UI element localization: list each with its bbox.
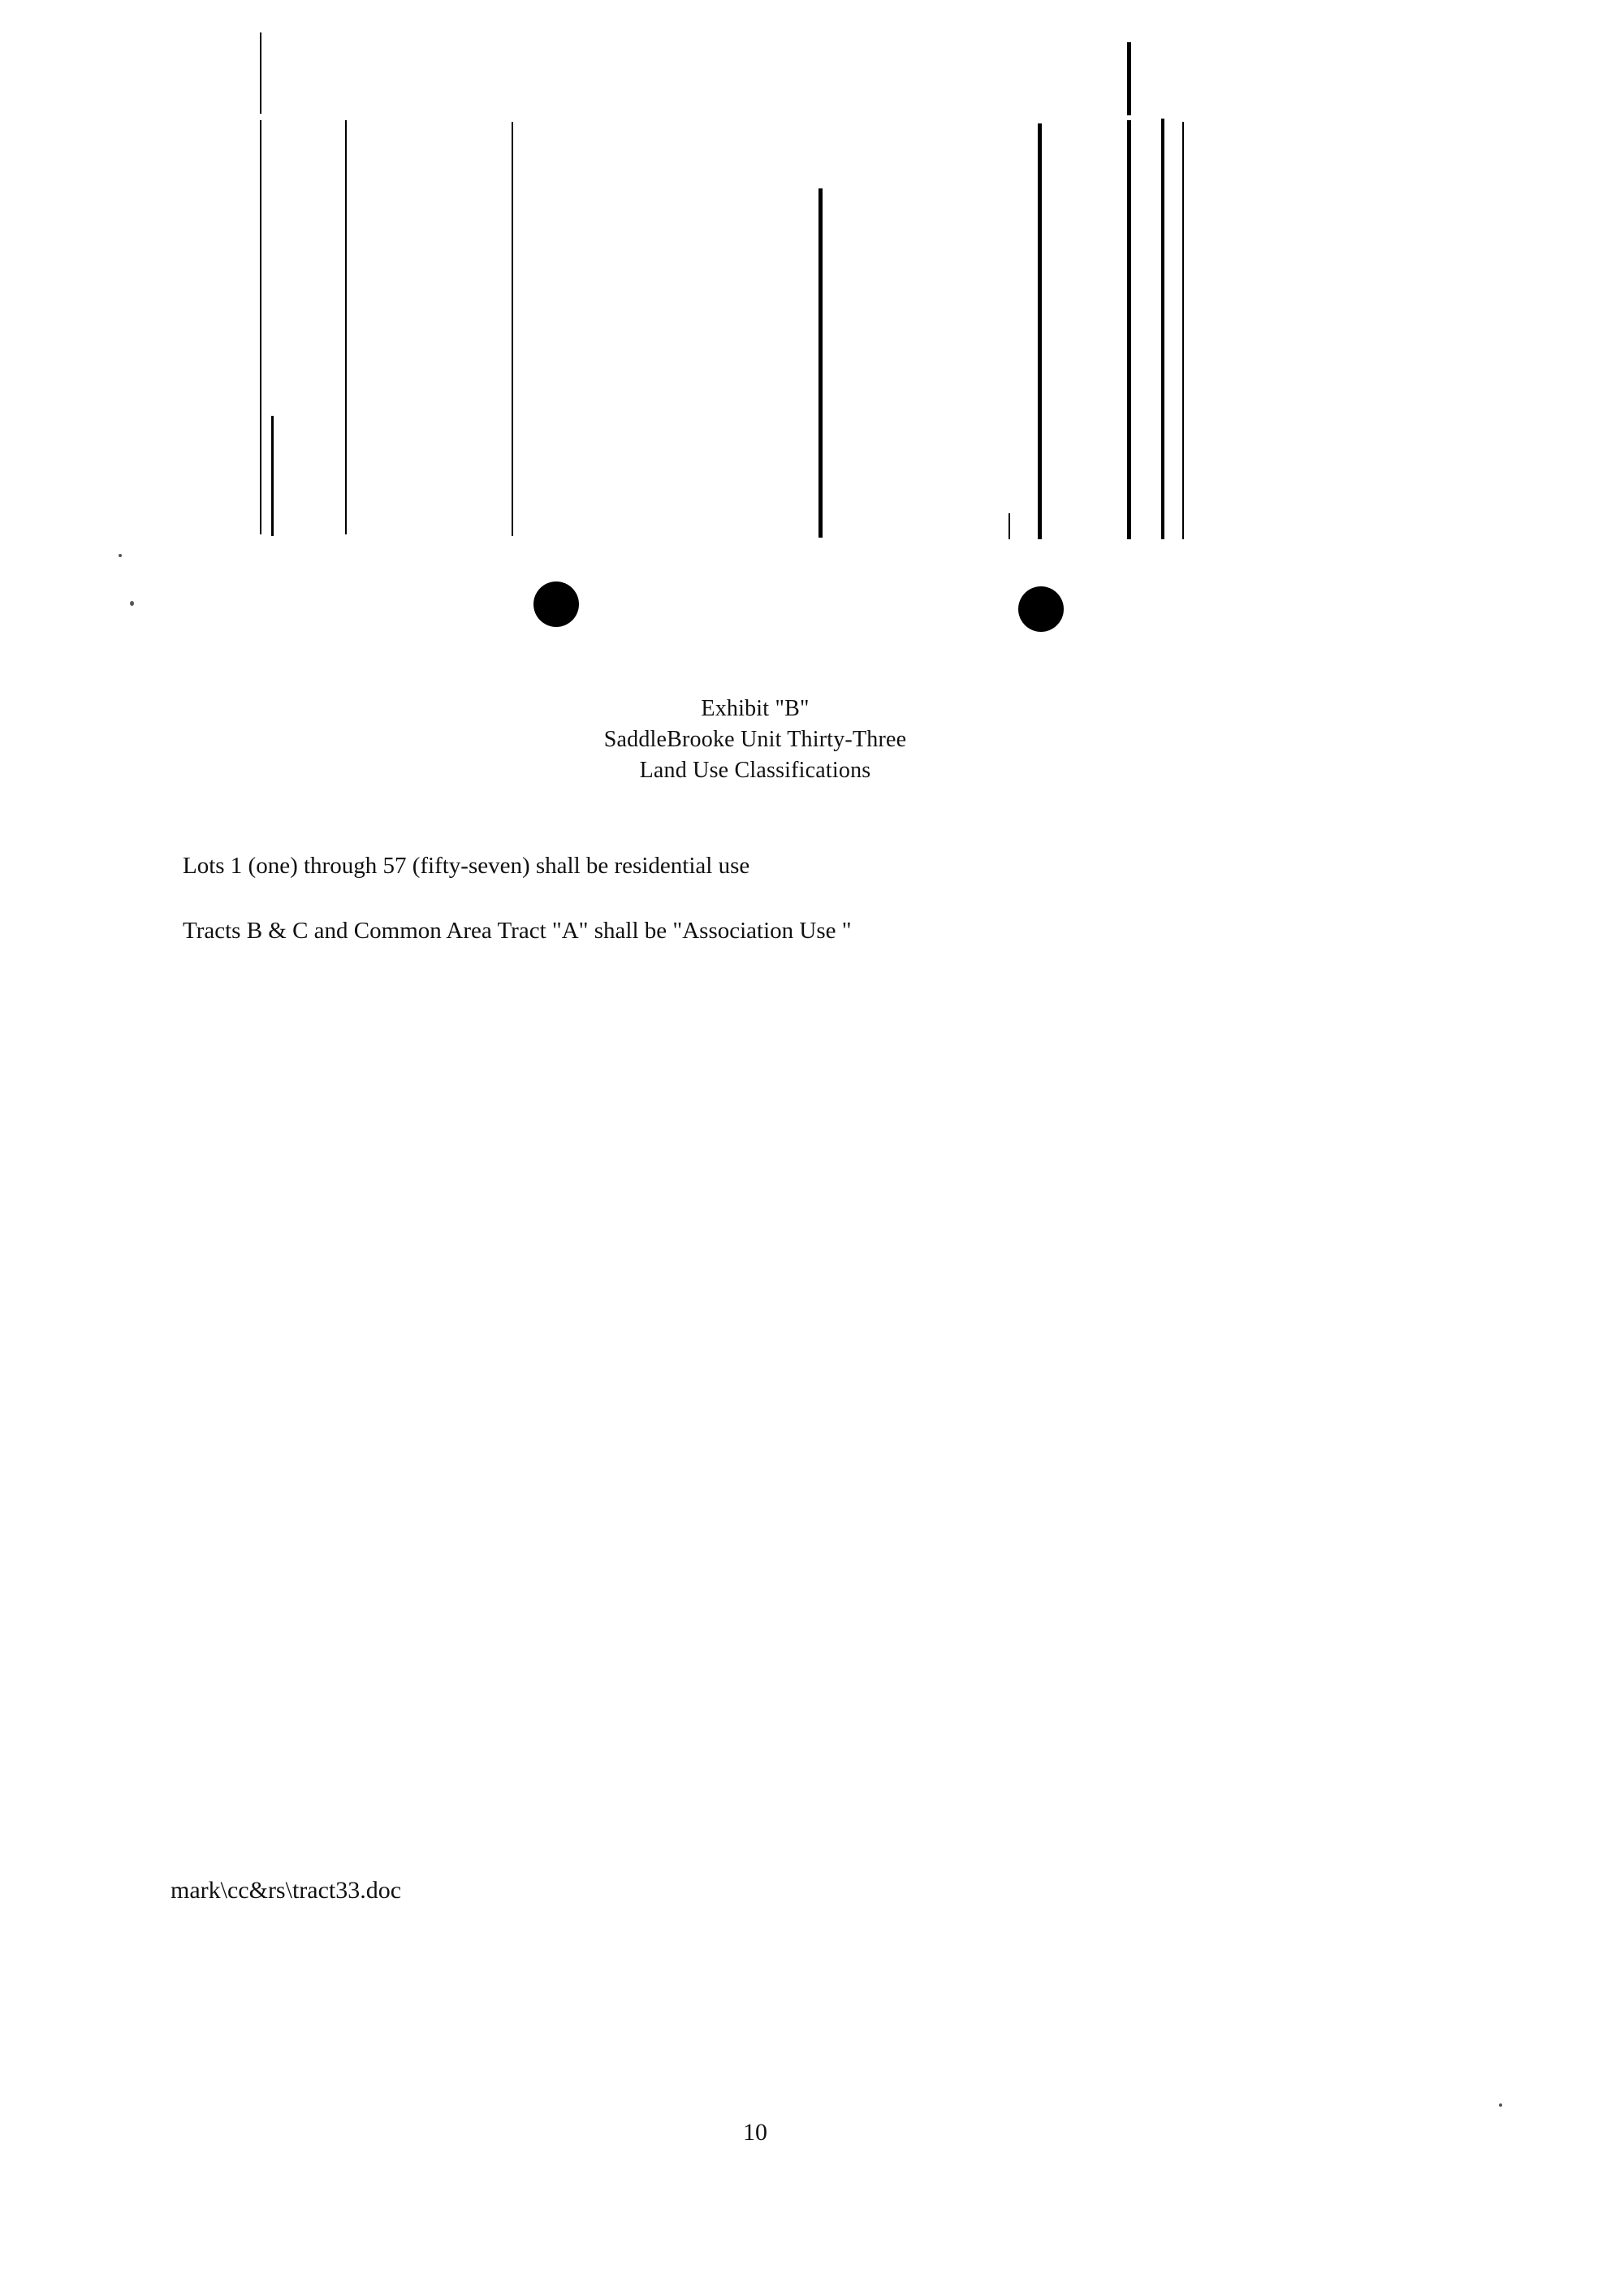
exhibit-label: Exhibit "B" — [701, 696, 810, 721]
association-use-paragraph: Tracts B & C and Common Area Tract "A" shall be "Association Use " — [183, 918, 852, 944]
page-number: 10 — [743, 2119, 767, 2146]
scan-line-artifact — [345, 120, 347, 534]
scan-speck — [130, 601, 134, 606]
scan-speck — [1499, 2103, 1502, 2107]
scan-line-artifact — [260, 32, 261, 114]
punch-hole — [1018, 586, 1064, 632]
scan-line-artifact — [271, 416, 274, 536]
subdivision-name: SaddleBrooke Unit Thirty-Three — [603, 727, 907, 752]
scan-line-artifact — [1038, 123, 1042, 539]
scan-line-artifact — [1009, 513, 1010, 539]
scan-line-artifact — [818, 188, 823, 538]
exhibit-title — [487, 694, 1023, 786]
punch-hole — [533, 581, 579, 627]
scan-line-artifact — [1127, 42, 1131, 115]
scan-line-artifact — [1161, 119, 1164, 539]
scan-line-artifact — [1182, 122, 1184, 539]
classification-title: Land Use Classifications — [639, 758, 871, 783]
scan-line-artifact — [512, 122, 513, 536]
residential-use-paragraph: Lots 1 (one) through 57 (fifty-seven) shall be residential use — [183, 853, 750, 879]
scan-line-artifact — [1127, 120, 1131, 539]
scan-line-artifact — [260, 120, 261, 534]
scan-speck — [119, 554, 122, 557]
file-reference: mark\cc&rs\tract33.doc — [171, 1877, 402, 1904]
